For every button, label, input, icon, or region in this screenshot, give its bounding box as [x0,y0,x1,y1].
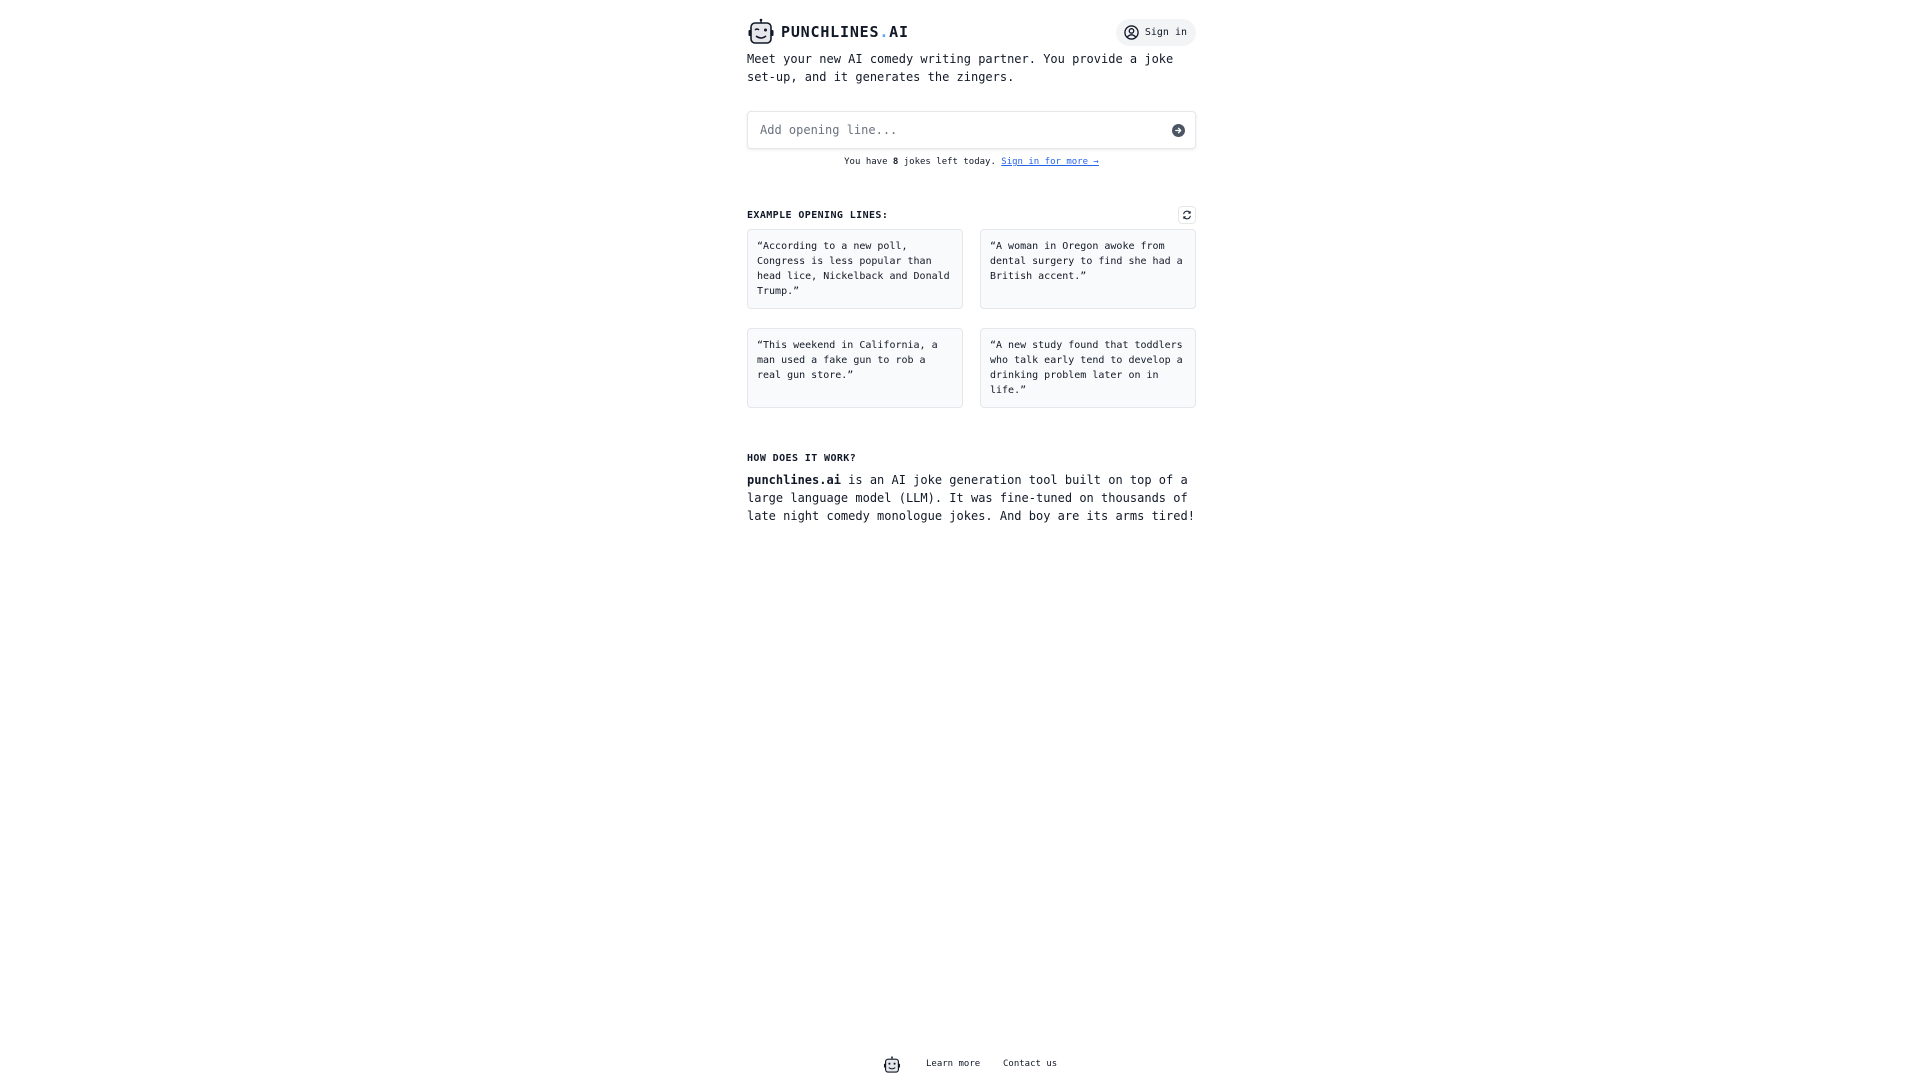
refresh-icon [1182,210,1192,220]
opening-line-box [747,111,1196,149]
header [747,17,1196,47]
robot-face-icon[interactable] [883,1056,901,1074]
how-brand: punchlines.ai [747,473,841,487]
user-circle-icon [1124,25,1139,40]
sign-in-button[interactable] [1116,19,1196,46]
quota-count: 8 [892,157,899,167]
sign-in-label: Sign in [1144,27,1187,38]
how-it-works-heading: HOW DOES IT WORK? [747,453,857,464]
opening-line-input[interactable] [760,112,1160,148]
example-card[interactable]: “A new study found that toddlers who talk early tend to develop a drinking problem later on in life.” [980,328,1196,408]
how-it-works-text: punchlines.ai is an AI joke generation tool built on top of a large language model (LLM). It was fine-tuned on thousands of late night comedy monologue jokes. And boy are its arms tired! [747,473,1195,523]
examples-heading: EXAMPLE OPENING LINES: [747,210,889,221]
example-card[interactable]: “This weekend in California, a man used a fake gun to rob a real gun store.” [747,328,963,408]
logo-link[interactable] [747,17,909,47]
brand-name: PUNCHLINES.AI [781,23,909,41]
example-card[interactable]: “A woman in Oregon awoke from dental surgery to find she had a British accent.” [980,229,1196,309]
quota-text: You have 8 jokes left today. Sign in for more → [844,157,1099,167]
learn-more-link[interactable]: Learn more [926,1059,981,1069]
example-card[interactable]: “According to a new poll, Congress is less popular than head lice, Nickelback and Donald Trump.” [747,229,963,309]
contact-us-link[interactable]: Contact us [1003,1059,1058,1069]
footer [0,1054,1920,1078]
robot-face-icon [747,18,775,46]
submit-button[interactable] [1172,124,1185,137]
arrow-right-icon [1174,126,1183,135]
refresh-examples-button[interactable] [1178,206,1196,224]
sign-in-for-more-link[interactable]: Sign in for more → [1001,157,1099,167]
tagline: Meet your new AI comedy writing partner. You provide a joke set-up, and it generates the zingers. [747,52,1174,84]
